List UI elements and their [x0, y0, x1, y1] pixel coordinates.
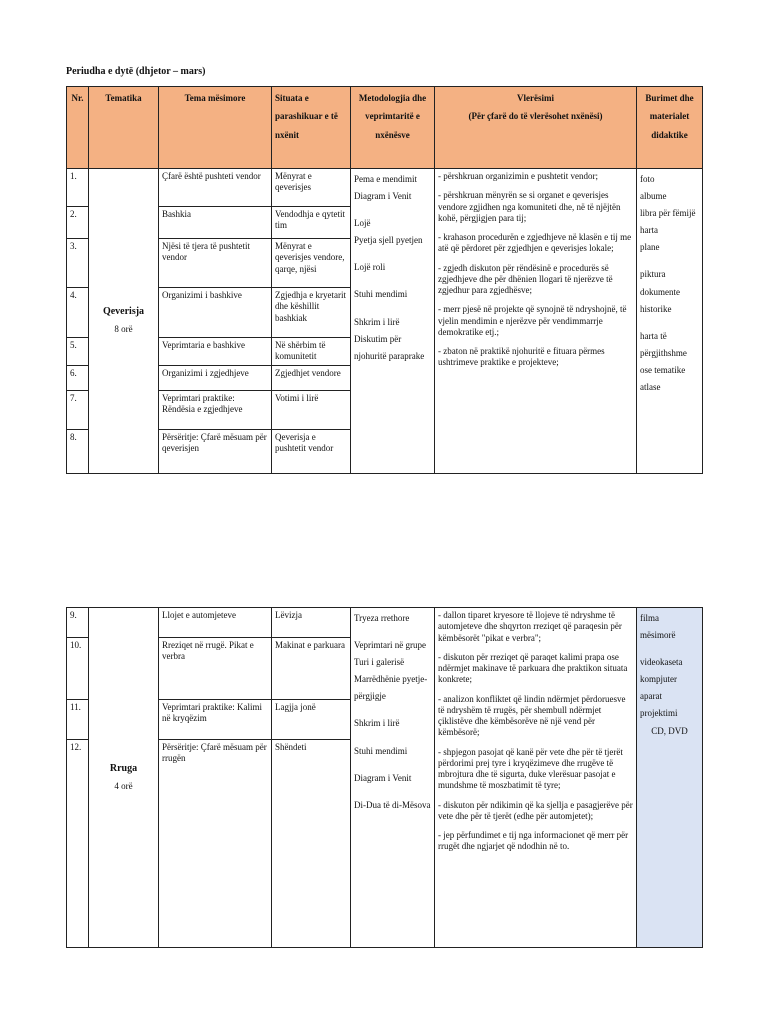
row-tema: Veprimtari praktike: Kalimi në kryqëzim: [159, 700, 272, 740]
header-vleresimi: [435, 87, 637, 169]
header-vleresimi-subtitle: (Për çfarë do të vlerësohet nxënësi): [468, 111, 603, 122]
assessment-item: - diskuton për ndikimin që ka sjellja e pasagjerëve për vete dhe për të tjerët (edhe për automjetet);: [438, 799, 633, 821]
method-item: Shkrim i lirë: [354, 316, 400, 327]
row-situata: Zgjedhja e kryetarit dhe këshillit bashkiak: [272, 288, 351, 338]
row-tema: Veprimtaria e bashkive: [159, 338, 272, 366]
row-situata: Në shërbim të komunitetit: [272, 338, 351, 366]
resource-item: foto: [640, 174, 655, 184]
resource-item: piktura: [640, 269, 666, 280]
vleresimi-cell: [435, 608, 637, 948]
table-header-row: [67, 87, 703, 169]
resource-item: filma: [640, 613, 659, 623]
method-item: Turi i galerisë: [354, 657, 405, 668]
resource-item: albume: [640, 191, 667, 202]
resource-item: atlase: [640, 382, 661, 393]
row-situata: Zgjedhjet vendore: [272, 365, 351, 390]
method-item: Shkrim i lirë: [354, 718, 400, 729]
header-tema: Tema mësimore: [159, 87, 272, 169]
resource-item: plane: [640, 242, 660, 253]
row-nr: 5.: [67, 338, 89, 366]
period-title: Periudha e dytë (dhjetor – mars): [66, 66, 206, 77]
row-nr: 8.: [67, 429, 89, 473]
row-tema: Rreziqet në rrugë. Pikat e verbra: [159, 638, 272, 700]
row-tema: Njësi të tjera të pushtetit vendor: [159, 239, 272, 288]
row-nr: 9.: [67, 608, 89, 638]
row-situata: Mënyrat e qeverisjes vendore, qarqe, njësi: [272, 239, 351, 288]
resource-item: harta të përgjithshme: [640, 330, 687, 358]
table-row: [67, 169, 703, 207]
method-item: Lojë: [354, 218, 371, 229]
method-item: Diagram i Venit: [354, 191, 412, 202]
row-tema: Bashkia: [159, 207, 272, 239]
theme-cell: [89, 169, 159, 474]
resource-item: dokumente: [640, 286, 680, 297]
resource-item: ose tematike: [640, 364, 686, 375]
assessment-item: - shpjegon pasojat që kanë për vete dhe për të tjerët përdorimi prej tyre i kryqëzimeve dhe rrugëve të mbrojtura dhe të sigurta, duke vlerësuar pasojat e mundshme të moszbatimit të tyre;: [438, 746, 623, 791]
resource-item: libra për fëmijë: [640, 208, 696, 219]
method-item: Diskutim për njohuritë paraprake: [354, 333, 425, 361]
header-vleresimi-title: Vlerësimi: [517, 93, 554, 103]
assessment-item: - zgjedh diskuton për rëndësinë e procedurës së zgjedhjeve dhe për dhënien llogari të njerëzve të zgjedhur para zgjedhësve;: [438, 262, 613, 295]
resource-item: kompjuter: [640, 674, 677, 685]
resource-item: historike: [640, 303, 672, 314]
row-situata: Votimi i lirë: [272, 390, 351, 429]
row-nr: 6.: [67, 365, 89, 390]
row-situata: Shëndeti: [272, 740, 351, 948]
theme-name: Rruga: [109, 762, 138, 774]
method-item: Tryeza rrethore: [354, 613, 410, 623]
row-nr: 12.: [67, 740, 89, 948]
assessment-item: - përshkruan organizimin e pushtetit vendor;: [438, 171, 599, 181]
assessment-item: - merr pjesë në projekte që synojnë të ndryshojnë, të vjelin mendimin e njerëzve për vendimmarrje demokratike etj.;: [438, 304, 627, 337]
row-tema: Përsëritje: Çfarë mësuam për qeverisjen: [159, 429, 272, 473]
burimet-cell: [637, 608, 703, 948]
metodologjia-cell: [351, 608, 435, 948]
header-tematika: Tematika: [89, 87, 159, 169]
method-item: Pyetja sjell pyetjen: [354, 235, 423, 246]
metodologjia-cell: [351, 169, 435, 474]
resource-item: harta: [640, 225, 658, 236]
plan-table-rruga: [66, 607, 703, 948]
theme-hours: 8 orë: [114, 324, 133, 335]
method-item: Diagram i Venit: [354, 772, 412, 783]
row-nr: 1.: [67, 169, 89, 207]
row-nr: 11.: [67, 700, 89, 740]
vleresimi-cell: [435, 169, 637, 474]
resource-item: aparat: [640, 691, 662, 702]
row-tema: Çfarë është pushteti vendor: [159, 169, 272, 207]
assessment-item: - zbaton në praktikë njohuritë e fituara përmes ushtrimeve praktike e projekteve;: [438, 346, 605, 368]
row-nr: 7.: [67, 390, 89, 429]
assessment-item: - krahason procedurën e zgjedhjeve në klasën e tij me atë që përdoret për zgjedhjen e qeverisjes lokale;: [438, 232, 632, 254]
method-item: Lojë roli: [354, 262, 386, 273]
row-situata: Vendodhja e qytetit tim: [272, 207, 351, 239]
header-metodologjia: Metodologjia dhe veprimtaritë e nxënësve: [351, 87, 435, 169]
row-situata: Qeverisja e pushtetit vendor: [272, 429, 351, 473]
header-situata: Situata e parashikuar e të nxënit: [272, 87, 351, 169]
method-item: Stuhi mendimi: [354, 289, 408, 300]
row-tema: Llojet e automjeteve: [159, 608, 272, 638]
row-tema: Përsëritje: Çfarë mësuam për rrugën: [159, 740, 272, 948]
method-item: Marrëdhënie pyetje-përgjigje: [354, 674, 428, 702]
row-nr: 2.: [67, 207, 89, 239]
theme-hours: 4 orë: [114, 781, 133, 792]
row-nr: 3.: [67, 239, 89, 288]
header-burimet: Burimet dhe materialet didaktike: [637, 87, 703, 169]
row-tema: Organizimi i zgjedhjeve: [159, 365, 272, 390]
row-situata: Mënyrat e qeverisjes: [272, 169, 351, 207]
method-item: Pema e mendimit: [354, 174, 417, 184]
table-row: [67, 608, 703, 638]
burimet-cell: [637, 169, 703, 474]
method-item: Stuhi mendimi: [354, 745, 408, 756]
resource-item: CD, DVD: [651, 725, 688, 736]
method-item: Veprimtari në grupe: [354, 640, 426, 651]
row-situata: Lagjja jonë: [272, 700, 351, 740]
resource-item: mësimorë: [640, 630, 676, 641]
row-nr: 10.: [67, 638, 89, 700]
row-situata: Lëvizja: [272, 608, 351, 638]
assessment-item: - përshkruan mënyrën se si organet e qeverisjes vendore zgjidhen nga komuniteti dhe, në të njëjtën kohë, përgjigjen para tij;: [438, 190, 621, 223]
assessment-item: - jep përfundimet e tij nga informacionet që merr për rrugët dhe ngjarjet që ndodhin në to.: [438, 830, 629, 852]
plan-table-qeverisja: [66, 86, 703, 474]
row-situata: Makinat e parkuara: [272, 638, 351, 700]
row-tema: Veprimtari praktike: Rëndësia e zgjedhjeve: [159, 390, 272, 429]
resource-item: projektimi: [640, 708, 678, 719]
header-nr: Nr.: [67, 87, 89, 169]
assessment-item: - diskuton për rreziqet që paraqet kalimi prapa ose ndërmjet makinave të parkuara dhe praktikon situata konkrete;: [438, 651, 628, 685]
assessment-item: - dallon tiparet kryesore të llojeve të ndryshme të automjeteve dhe shqyrton rreziqet që paraqesin për këmbësorët "pikat e verbra";: [438, 610, 622, 643]
row-nr: 4.: [67, 288, 89, 338]
theme-cell: [89, 608, 159, 948]
resource-item: videokaseta: [640, 657, 683, 668]
method-item: Di-Dua të di-Mësova: [354, 799, 431, 810]
row-tema: Organizimi i bashkive: [159, 288, 272, 338]
assessment-item: - analizon konfliktet që lindin ndërmjet përdoruesve të ndryshëm të rrugës, për shembull ndërmjet çiklistëve dhe këmbësorëve në një vend për këmbësorë;: [438, 693, 626, 738]
theme-name: Qeverisja: [102, 305, 145, 317]
